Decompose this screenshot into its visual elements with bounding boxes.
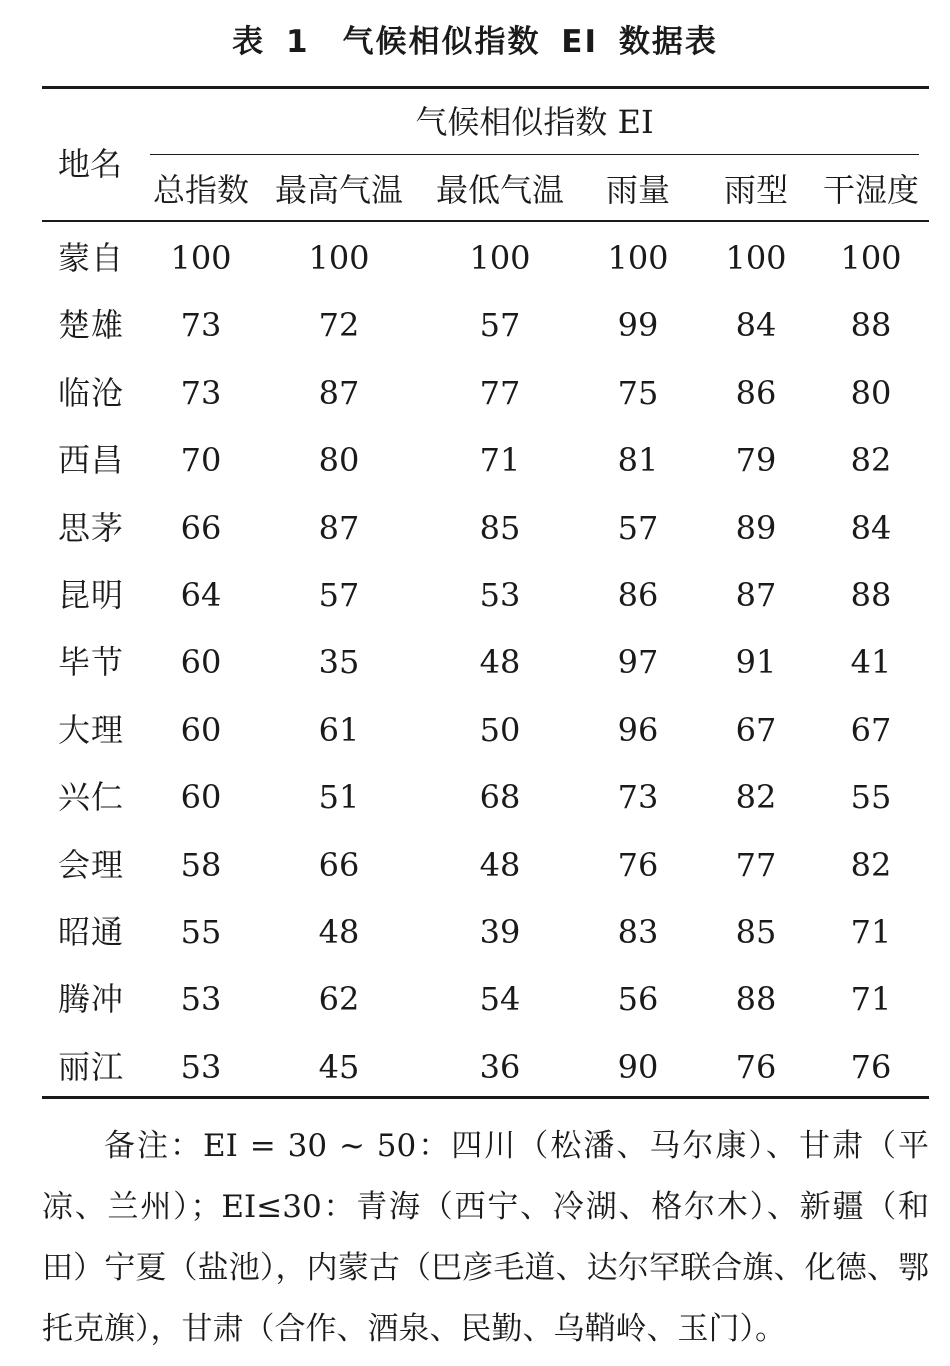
value-rain-pattern: 100	[725, 239, 787, 277]
col-header-rain-pattern: 雨型	[723, 171, 789, 209]
value-rainfall: 96	[617, 710, 659, 749]
value-min-temp: 71	[479, 441, 521, 480]
value-humidity: 71	[850, 980, 892, 1019]
place-name: 西昌	[58, 441, 125, 480]
value-total-index: 64	[180, 575, 222, 614]
value-humidity: 41	[850, 643, 892, 682]
value-max-temp: 87	[318, 373, 360, 412]
col-header-total-index: 总指数	[152, 171, 250, 209]
value-min-temp: 100	[469, 239, 531, 277]
value-rain-pattern: 76	[735, 1047, 777, 1086]
table-body	[0, 226, 950, 1102]
table-row	[0, 900, 950, 967]
value-max-temp: 87	[318, 508, 360, 547]
place-name: 楚雄	[58, 306, 125, 345]
value-min-temp: 53	[479, 575, 521, 614]
value-rain-pattern: 89	[735, 508, 777, 547]
table-row	[0, 630, 950, 697]
value-humidity: 100	[840, 239, 902, 277]
place-name: 昆明	[58, 575, 125, 614]
value-humidity: 67	[850, 710, 892, 749]
value-humidity: 88	[850, 306, 892, 345]
place-name: 大理	[58, 710, 125, 749]
value-rain-pattern: 77	[735, 845, 777, 884]
value-min-temp: 50	[479, 710, 521, 749]
value-rainfall: 97	[617, 643, 659, 682]
value-min-temp: 85	[479, 508, 521, 547]
value-rain-pattern: 86	[735, 373, 777, 412]
place-name: 昭通	[58, 912, 125, 951]
value-min-temp: 57	[479, 306, 521, 345]
value-rain-pattern: 88	[735, 980, 777, 1019]
value-rainfall: 56	[617, 980, 659, 1019]
value-rain-pattern: 67	[735, 710, 777, 749]
value-max-temp: 72	[318, 306, 360, 345]
table-row	[0, 698, 950, 765]
value-humidity: 71	[850, 912, 892, 951]
value-max-temp: 35	[318, 643, 360, 682]
table-top-rule	[42, 86, 929, 89]
value-min-temp: 36	[479, 1047, 521, 1086]
place-name: 蒙自	[58, 239, 125, 277]
value-rain-pattern: 87	[735, 575, 777, 614]
value-total-index: 66	[180, 508, 222, 547]
value-max-temp: 80	[318, 441, 360, 480]
table-footnote: 备注：EI = 30 ~ 50：四川（松潘、马尔康）、甘肃（平凉、兰州）；EI≤30：青海（西宁、冷湖、格尔木）、新疆（和田）宁夏（盐池），内蒙古（巴彦毛道、达尔罕联合旗、化德、鄂托克旗），甘肃（合作、酒泉、民勤、乌鞘岭、玉门）。	[42, 1128, 929, 1347]
value-max-temp: 66	[318, 845, 360, 884]
value-rainfall: 73	[617, 778, 659, 817]
value-min-temp: 54	[479, 980, 521, 1019]
value-humidity: 82	[850, 441, 892, 480]
value-rain-pattern: 85	[735, 912, 777, 951]
place-name-header: 地名	[58, 145, 123, 183]
value-max-temp: 57	[318, 575, 360, 614]
value-rainfall: 81	[617, 441, 659, 480]
value-rain-pattern: 82	[735, 778, 777, 817]
value-rainfall: 100	[607, 239, 669, 277]
value-total-index: 73	[180, 373, 222, 412]
value-humidity: 80	[850, 373, 892, 412]
value-total-index: 60	[180, 710, 222, 749]
place-name: 会理	[58, 845, 125, 884]
table-caption: 表 1 气候相似指数 EI 数据表	[232, 24, 718, 60]
value-rainfall: 86	[617, 575, 659, 614]
value-rain-pattern: 84	[735, 306, 777, 345]
value-min-temp: 39	[479, 912, 521, 951]
value-rainfall: 99	[617, 306, 659, 345]
value-rain-pattern: 91	[735, 643, 777, 682]
value-total-index: 100	[170, 239, 232, 277]
value-total-index: 60	[180, 643, 222, 682]
value-total-index: 53	[180, 980, 222, 1019]
ei-group-header: 气候相似指数 EI	[415, 103, 654, 141]
value-rainfall: 75	[617, 373, 659, 412]
place-name: 兴仁	[58, 778, 125, 817]
table-row	[0, 833, 950, 900]
value-total-index: 60	[180, 778, 222, 817]
place-name: 临沧	[58, 373, 125, 412]
value-rainfall: 83	[617, 912, 659, 951]
place-name: 思茅	[58, 508, 125, 547]
value-humidity: 76	[850, 1047, 892, 1086]
value-rainfall: 90	[617, 1047, 659, 1086]
value-total-index: 58	[180, 845, 222, 884]
value-total-index: 73	[180, 306, 222, 345]
col-header-rainfall: 雨量	[605, 171, 671, 209]
col-header-min-temp: 最低气温	[435, 171, 565, 209]
table-row	[0, 967, 950, 1034]
place-name: 毕节	[58, 643, 125, 682]
value-rain-pattern: 79	[735, 441, 777, 480]
table-row	[0, 1035, 950, 1102]
table-row	[0, 293, 950, 360]
place-name: 腾冲	[58, 980, 125, 1019]
table-row	[0, 496, 950, 563]
value-total-index: 70	[180, 441, 222, 480]
value-rainfall: 76	[617, 845, 659, 884]
col-header-max-temp: 最高气温	[274, 171, 404, 209]
value-max-temp: 62	[318, 980, 360, 1019]
value-total-index: 55	[180, 912, 222, 951]
table-row	[0, 428, 950, 495]
value-humidity: 88	[850, 575, 892, 614]
value-max-temp: 45	[318, 1047, 360, 1086]
value-total-index: 53	[180, 1047, 222, 1086]
table-row	[0, 226, 950, 293]
table-header-rule	[42, 220, 929, 222]
value-min-temp: 68	[479, 778, 521, 817]
table-row	[0, 765, 950, 832]
table-row	[0, 361, 950, 428]
place-name: 丽江	[58, 1047, 125, 1086]
value-min-temp: 77	[479, 373, 521, 412]
value-max-temp: 61	[318, 710, 360, 749]
value-humidity: 55	[850, 778, 892, 817]
group-header-rule	[150, 154, 919, 155]
value-max-temp: 48	[318, 912, 360, 951]
value-min-temp: 48	[479, 845, 521, 884]
col-header-humidity: 干湿度	[822, 171, 920, 209]
value-max-temp: 100	[308, 239, 370, 277]
value-rainfall: 57	[617, 508, 659, 547]
value-max-temp: 51	[318, 778, 360, 817]
value-min-temp: 48	[479, 643, 521, 682]
value-humidity: 84	[850, 508, 892, 547]
value-humidity: 82	[850, 845, 892, 884]
table-row	[0, 563, 950, 630]
